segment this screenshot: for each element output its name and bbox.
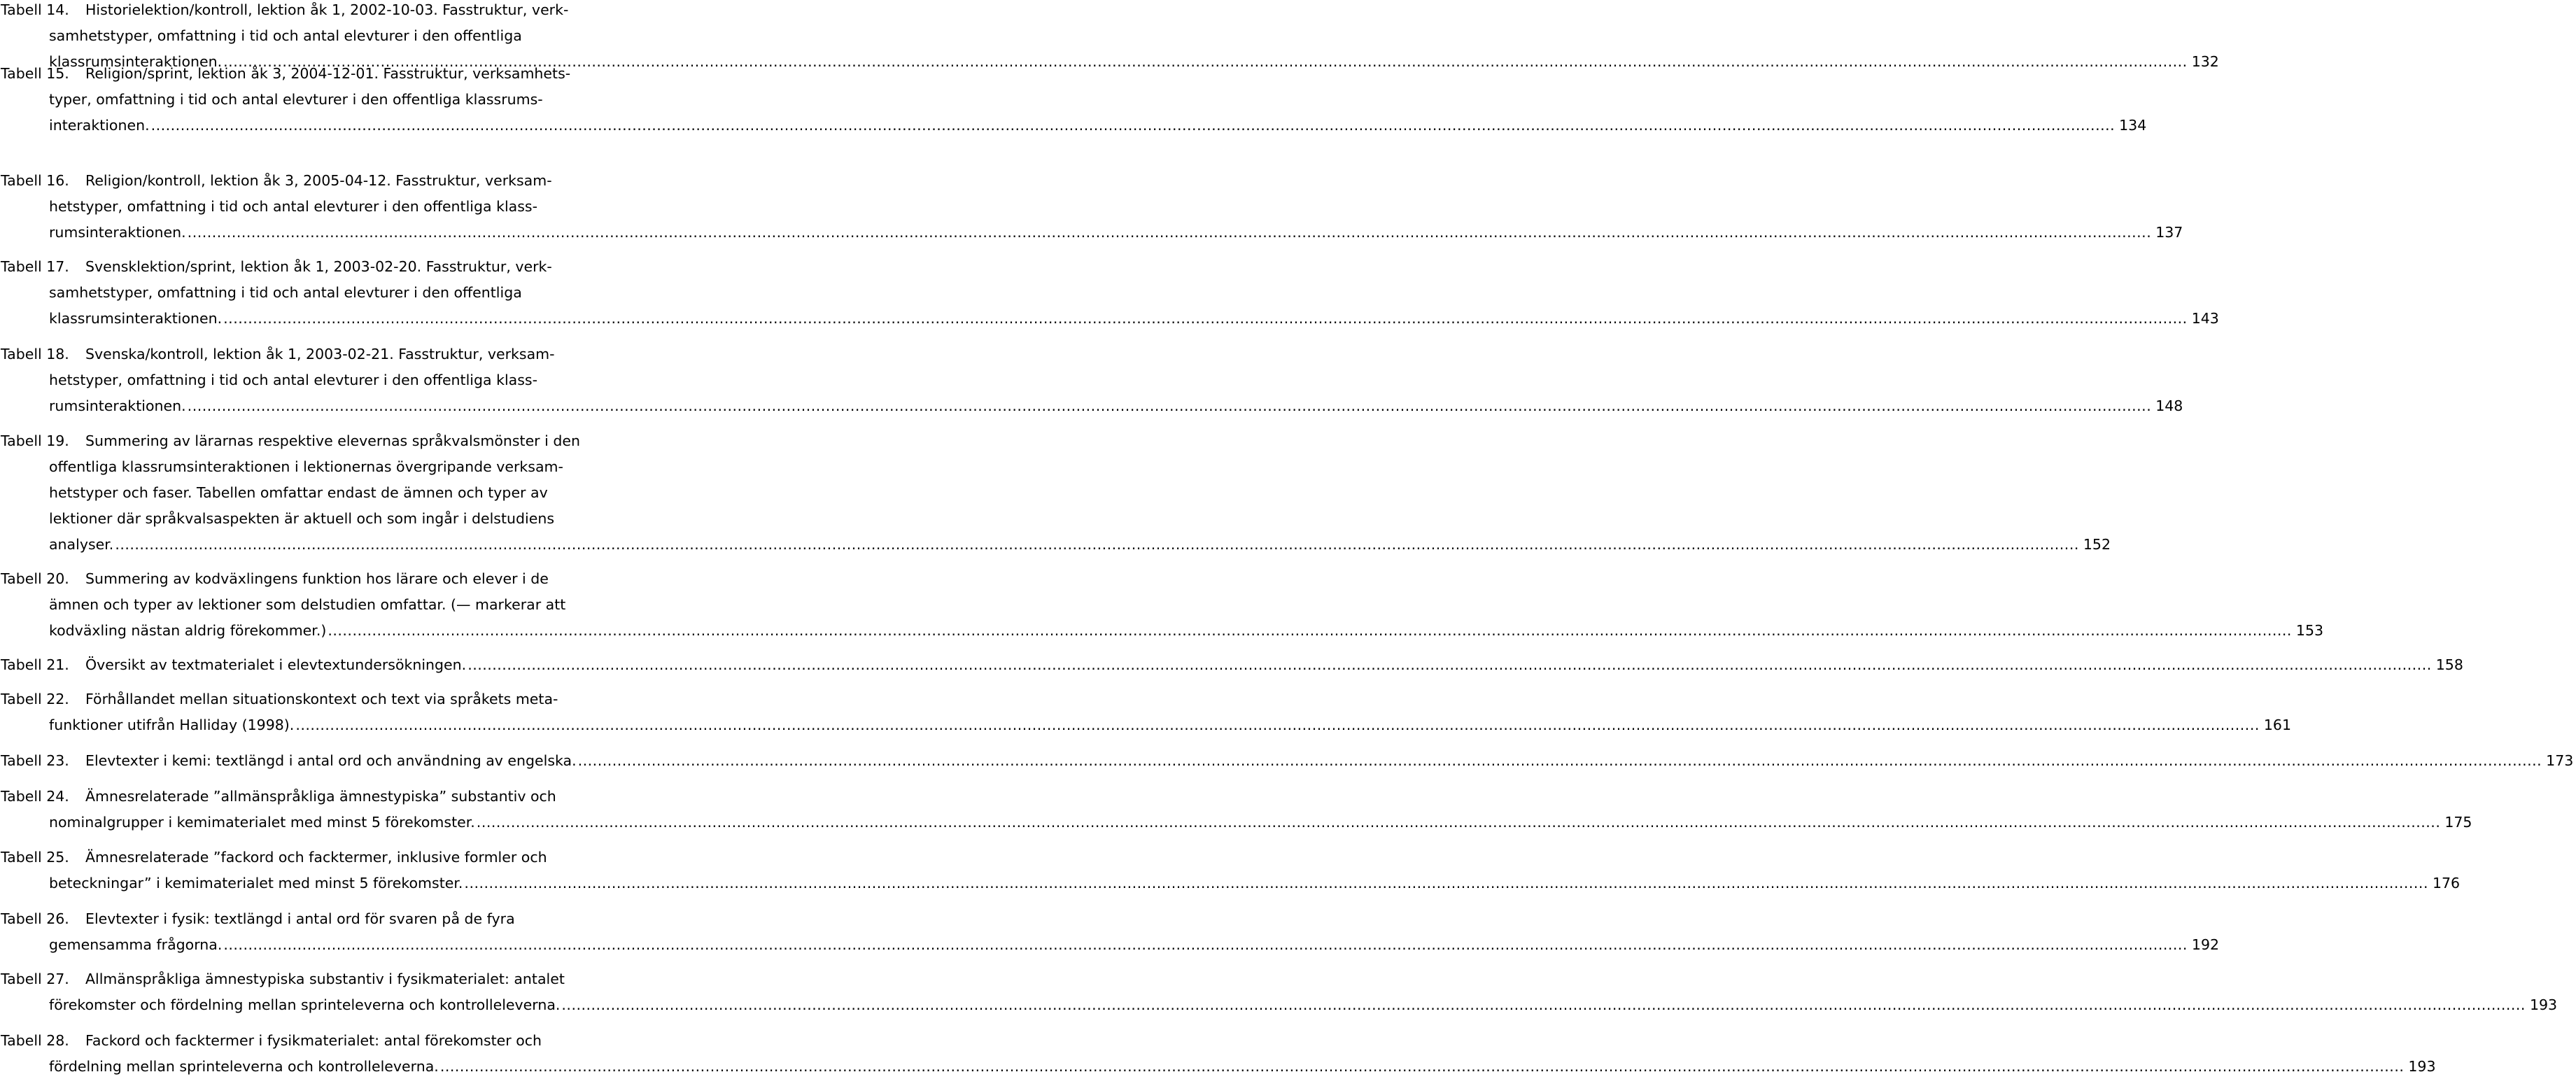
toc-page-number: 148 xyxy=(2155,397,2183,414)
toc-entry-title: nominalgrupper i kemimaterialet med minst 5 förekomster. xyxy=(49,814,475,831)
toc-entry-title: Historielektion/kontroll, lektion åk 1, 2002-10-03. Fasstruktur, verk- xyxy=(85,1,569,18)
toc-entry-label: Tabell 23. xyxy=(1,752,69,769)
toc-entry-title: Svensklektion/sprint, lektion åk 1, 2003-02-20. Fasstruktur, verk- xyxy=(85,258,552,275)
toc-entry-label: Tabell 15. xyxy=(1,65,69,82)
toc-entry-label: Tabell 16. xyxy=(1,172,69,189)
toc-page-number: 132 xyxy=(2191,53,2219,70)
toc-entry-label: Tabell 19. xyxy=(1,432,69,449)
toc-entry-title: analyser. xyxy=(49,536,114,553)
dot-leader: ................................................................................................................................................................................................................................................................................................................................................................................................................ xyxy=(223,53,2188,70)
toc-entry-title: kodväxling nästan aldrig förekommer.) xyxy=(49,622,327,639)
toc-page-number: 193 xyxy=(2529,996,2558,1013)
toc-entry-title: Ämnesrelaterade ”allmänspråkliga ämnestypiska” substantiv och xyxy=(85,788,556,805)
toc-page-number: 158 xyxy=(2435,656,2463,673)
toc-entry-title: samhetstyper, omfattning i tid och antal elevturer i den offentliga xyxy=(49,27,522,44)
toc-entry-title: hetstyper, omfattning i tid och antal elevturer i den offentliga klass- xyxy=(49,372,537,388)
toc-entry-title: Allmänspråkliga ämnestypiska substantiv i fysikmaterialet: antalet xyxy=(85,971,565,987)
toc-entry-title: hetstyper, omfattning i tid och antal elevturer i den offentliga klass- xyxy=(49,198,537,215)
toc-entry-label: Tabell 20. xyxy=(1,570,69,587)
dot-leader: ................................................................................................................................................................................................................................................................................................................................................................................................................ xyxy=(561,996,2526,1013)
toc-entry-title: Religion/sprint, lektion åk 3, 2004-12-01. Fasstruktur, verksamhets- xyxy=(85,65,571,82)
toc-entry-label: Tabell 26. xyxy=(1,910,69,927)
toc-entry-label: Tabell 25. xyxy=(1,849,69,866)
toc-page-number: 175 xyxy=(2444,814,2472,831)
toc-entry-title: Elevtexter i fysik: textlängd i antal ord för svaren på de fyra xyxy=(85,910,515,927)
toc-page-number: 161 xyxy=(2263,717,2291,733)
toc-page-number: 143 xyxy=(2191,310,2219,327)
toc-entry-title: Ämnesrelaterade ”fackord och facktermer, inklusive formler och xyxy=(85,849,547,866)
dot-leader: ................................................................................................................................................................................................................................................................................................................................................................................................................ xyxy=(187,397,2152,414)
toc-page-number: 153 xyxy=(2295,622,2324,639)
toc-entry-label: Tabell 22. xyxy=(1,691,69,707)
toc-entry-title: klassrumsinteraktionen. xyxy=(49,53,223,70)
dot-leader: ................................................................................................................................................................................................................................................................................................................................................................................................................ xyxy=(295,717,2260,733)
dot-leader: ................................................................................................................................................................................................................................................................................................................................................................................................................ xyxy=(328,622,2292,639)
toc-entry-title: Summering av kodväxlingens funktion hos lärare och elever i de xyxy=(85,570,549,587)
toc-entry-title: lektioner där språkvalsaspekten är aktuell och som ingår i delstudiens xyxy=(49,510,555,527)
toc-entry-label: Tabell 24. xyxy=(1,788,69,805)
toc-entry-title: Fackord och facktermer i fysikmaterialet: antal förekomster och xyxy=(85,1032,542,1049)
dot-leader: ................................................................................................................................................................................................................................................................................................................................................................................................................ xyxy=(223,936,2188,953)
toc-entry-title: offentliga klassrumsinteraktionen i lektionernas övergripande verksam- xyxy=(49,458,563,475)
toc-entry-title: interaktionen. xyxy=(49,117,150,134)
toc-entry-title: förekomster och fördelning mellan sprinteleverna och kontrolleleverna. xyxy=(49,996,561,1013)
dot-leader: ................................................................................................................................................................................................................................................................................................................................................................................................................ xyxy=(467,656,2432,673)
toc-entry-title: ämnen och typer av lektioner som delstudien omfattar. (— markerar att xyxy=(49,596,566,613)
toc-entry-title: typer, omfattning i tid och antal elevturer i den offentliga klassrums- xyxy=(49,91,543,108)
dot-leader: ................................................................................................................................................................................................................................................................................................................................................................................................................ xyxy=(115,536,2079,553)
toc-entry-title: hetstyper och faser. Tabellen omfattar endast de ämnen och typer av xyxy=(49,484,548,501)
toc-entry-title: funktioner utifrån Halliday (1998). xyxy=(49,717,295,733)
toc-page-number: 176 xyxy=(2432,875,2461,891)
toc-entry-label: Tabell 21. xyxy=(1,656,69,673)
toc-entry-label: Tabell 17. xyxy=(1,258,69,275)
dot-leader: ................................................................................................................................................................................................................................................................................................................................................................................................................ xyxy=(187,224,2152,241)
toc-entry-title: samhetstyper, omfattning i tid och antal elevturer i den offentliga xyxy=(49,284,522,301)
toc-entry-label: Tabell 27. xyxy=(1,971,69,987)
toc-entry-title: Religion/kontroll, lektion åk 3, 2005-04-12. Fasstruktur, verksam- xyxy=(85,172,552,189)
toc-entry-label: Tabell 14. xyxy=(1,1,69,18)
toc-page-number: 192 xyxy=(2191,936,2220,953)
toc-entry-title: Översikt av textmaterialet i elevtextundersökningen. xyxy=(85,656,467,673)
toc-page-number: 173 xyxy=(2546,752,2574,769)
dot-leader: ................................................................................................................................................................................................................................................................................................................................................................................................................ xyxy=(577,752,2542,769)
toc-entry-label: Tabell 28. xyxy=(1,1032,69,1049)
toc-entry-title: klassrumsinteraktionen. xyxy=(49,310,223,327)
toc-entry-title: Elevtexter i kemi: textlängd i antal ord och användning av engelska. xyxy=(85,752,577,769)
dot-leader: ................................................................................................................................................................................................................................................................................................................................................................................................................ xyxy=(439,1058,2405,1075)
toc-entry-title: beteckningar” i kemimaterialet med minst 5 förekomster. xyxy=(49,875,463,891)
dot-leader: ................................................................................................................................................................................................................................................................................................................................................................................................................ xyxy=(464,875,2428,891)
toc-entry-title: gemensamma frågorna. xyxy=(49,936,223,953)
toc-entry-title: rumsinteraktionen. xyxy=(49,224,186,241)
dot-leader: ................................................................................................................................................................................................................................................................................................................................................................................................................ xyxy=(476,814,2441,831)
toc-page-number: 152 xyxy=(2083,536,2111,553)
toc-page-number: 193 xyxy=(2408,1058,2436,1075)
toc-entry-title: Svenska/kontroll, lektion åk 1, 2003-02-21. Fasstruktur, verksam- xyxy=(85,346,555,362)
toc-entry-title: Summering av lärarnas respektive elevernas språkvalsmönster i den xyxy=(85,432,580,449)
toc-entry-label: Tabell 18. xyxy=(1,346,69,362)
toc-entry-title: Förhållandet mellan situationskontext och text via språkets meta- xyxy=(85,691,558,707)
dot-leader: ................................................................................................................................................................................................................................................................................................................................................................................................................ xyxy=(223,310,2188,327)
toc-page-number: 134 xyxy=(2119,117,2147,134)
toc-page-number: 137 xyxy=(2155,224,2183,241)
toc-entry-title: fördelning mellan sprinteleverna och kontrolleleverna. xyxy=(49,1058,439,1075)
dot-leader: ................................................................................................................................................................................................................................................................................................................................................................................................................ xyxy=(150,117,2116,134)
toc-entry-title: rumsinteraktionen. xyxy=(49,397,186,414)
